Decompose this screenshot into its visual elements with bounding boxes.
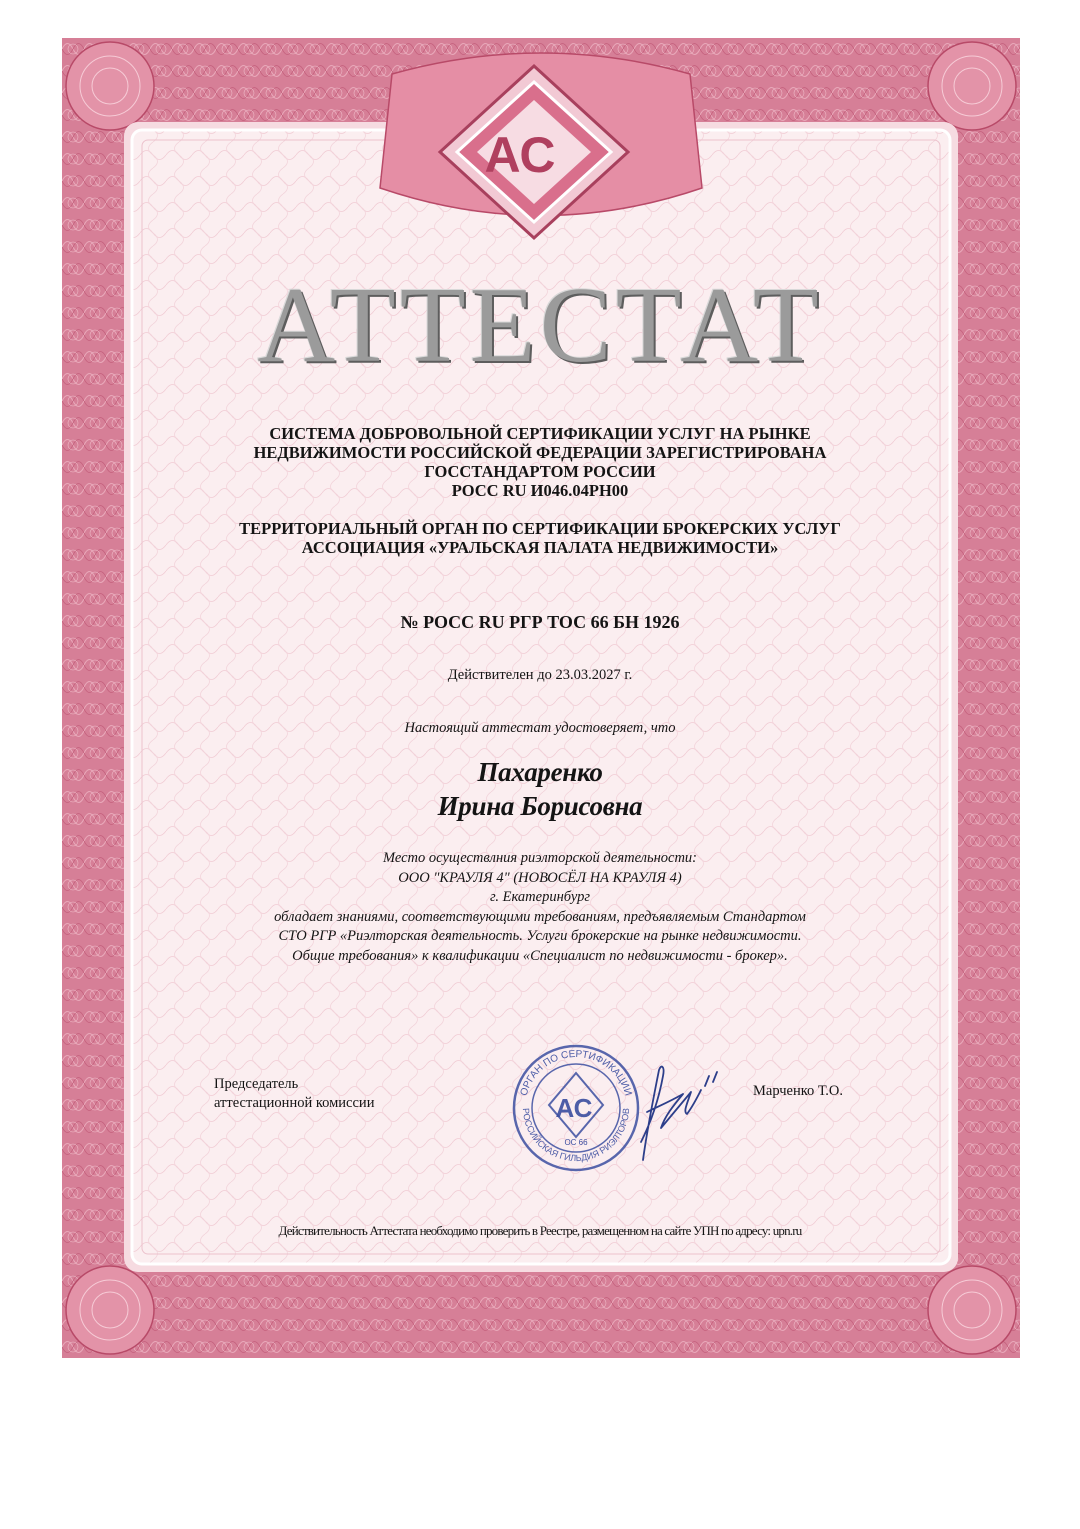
place-line: г. Екатеринбург (489, 889, 591, 905)
holder-surname: Пахаренко (477, 757, 603, 787)
stamp-logo: АС (555, 1093, 593, 1123)
certifies-text: Настоящий аттестат удостоверяет, что (404, 720, 676, 736)
place-line: Общие требования» к квалификации «Специалист по недвижимости - брокер». (292, 947, 788, 964)
stamp-bottom-text: РОССИЙСКАЯ ГИЛЬДИЯ РИЭЛТОРОВ (520, 1107, 632, 1164)
certificate-number: № РОСС RU РГР ТОС 66 БН 1926 (400, 612, 680, 632)
system-line: СИСТЕМА ДОБРОВОЛЬНОЙ СЕРТИФИКАЦИИ УСЛУГ НА РЫНКЕ (269, 424, 811, 443)
signatory-name: Марченко Т.О. (753, 1083, 844, 1099)
signature (625, 1050, 725, 1165)
valid-until: Действителен до 23.03.2027 г. (447, 667, 633, 683)
qualification-text (0, 849, 1080, 966)
stamp-top-text: ОРГАН ПО СЕРТИФИКАЦИИ (518, 1048, 634, 1098)
certification-organ (0, 519, 1080, 557)
holder-given-names: Ирина Борисовна (437, 791, 643, 821)
stamp-code: ОС 66 (564, 1138, 588, 1147)
place-line: Место осуществлния риэлторской деятельности: (382, 850, 697, 866)
system-line: ГОССТАНДАРТОМ РОССИИ (424, 462, 656, 481)
footer-note: Действительность Аттестата необходимо проверить в Реестре, размещенном на сайте УПН по адресу: upn.ru (278, 1223, 802, 1238)
place-line: СТО РГР «Риэлторская деятельность. Услуги брокерские на рынке недвижимости. (278, 928, 802, 944)
chairman-line: аттестационной комиссии (214, 1095, 375, 1111)
organ-line: АССОЦИАЦИЯ «УРАЛЬСКАЯ ПАЛАТА НЕДВИЖИМОСТИ» (301, 538, 779, 557)
holder-name (0, 755, 1080, 823)
place-line: ООО "КРАУЛЯ 4" (НОВОСЁЛ НА КРАУЛЯ 4) (398, 869, 682, 886)
page-title: АТТЕСТАТ (257, 266, 823, 385)
system-registration-number: РОСС RU И046.04РН00 (451, 481, 629, 500)
certification-system (0, 424, 1080, 500)
system-line: НЕДВИЖИМОСТИ РОССИЙСКОЙ ФЕДЕРАЦИИ ЗАРЕГИСТРИРОВАНА (253, 443, 827, 462)
chairman-label (214, 1075, 374, 1113)
organ-line: ТЕРРИТОРИАЛЬНЫЙ ОРГАН ПО СЕРТИФИКАЦИИ БРОКЕРСКИХ УСЛУГ (239, 519, 841, 538)
place-line: обладает знаниями, соответствующими требованиям, предъявляемым Стандартом (274, 908, 806, 925)
chairman-line: Председатель (214, 1076, 299, 1092)
seal-stamp (511, 1043, 641, 1173)
emblem-letters: АС (484, 127, 556, 183)
